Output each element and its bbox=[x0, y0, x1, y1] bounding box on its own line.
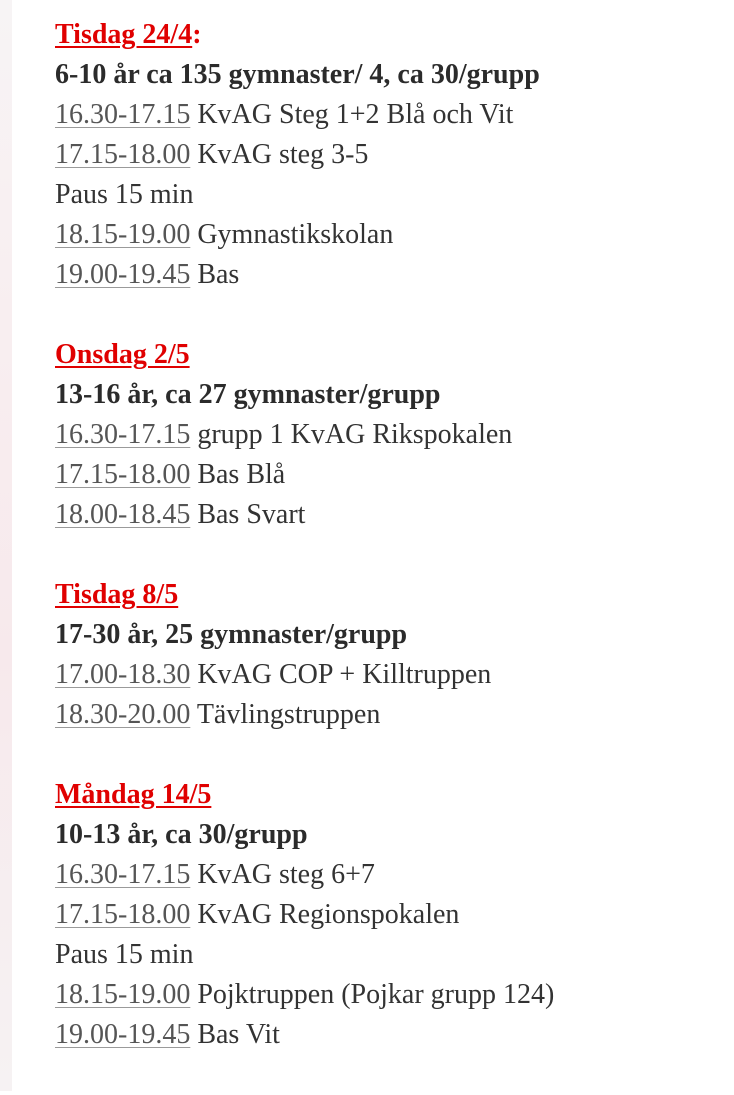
day-heading bbox=[55, 15, 715, 55]
pause-label: Paus 15 min bbox=[55, 939, 194, 970]
activity-label: Bas bbox=[197, 259, 240, 290]
activity-label: Gymnastikskolan bbox=[197, 219, 394, 250]
time-link[interactable]: 16.30-17.15 bbox=[55, 99, 191, 130]
activity-label: KvAG Regionspokalen bbox=[197, 899, 460, 930]
activity-label: KvAG steg 6+7 bbox=[197, 859, 375, 890]
schedule-row bbox=[55, 695, 715, 735]
schedule-content bbox=[55, 15, 715, 1095]
group-description: 6-10 år ca 135 gymnaster/ 4, ca 30/grupp bbox=[55, 59, 540, 90]
schedule-row bbox=[55, 855, 715, 895]
pause-label: Paus 15 min bbox=[55, 179, 194, 210]
schedule-row bbox=[55, 1015, 715, 1055]
schedule-section bbox=[55, 15, 715, 295]
time-link[interactable]: 18.15-19.00 bbox=[55, 979, 191, 1010]
schedule-section bbox=[55, 335, 715, 535]
time-link[interactable]: 19.00-19.45 bbox=[55, 259, 191, 290]
schedule-row bbox=[55, 95, 715, 135]
schedule-section bbox=[55, 775, 715, 1055]
schedule-row bbox=[55, 655, 715, 695]
activity-label: Pojktruppen (Pojkar grupp 124) bbox=[197, 979, 555, 1010]
time-link[interactable]: 17.00-18.30 bbox=[55, 659, 191, 690]
time-link[interactable]: 18.00-18.45 bbox=[55, 499, 191, 530]
schedule-row bbox=[55, 495, 715, 535]
time-link[interactable]: 17.15-18.00 bbox=[55, 459, 191, 490]
group-description: 10-13 år, ca 30/grupp bbox=[55, 819, 308, 850]
schedule-row bbox=[55, 255, 715, 295]
activity-label: grupp 1 KvAG Rikspokalen bbox=[197, 419, 513, 450]
day-heading bbox=[55, 335, 715, 375]
day-heading-colon: : bbox=[192, 19, 202, 50]
time-link[interactable]: 16.30-17.15 bbox=[55, 859, 191, 890]
time-link[interactable]: 19.00-19.45 bbox=[55, 1019, 191, 1050]
activity-label: KvAG COP + Killtruppen bbox=[197, 659, 492, 690]
day-heading bbox=[55, 575, 715, 615]
time-link[interactable]: 18.15-19.00 bbox=[55, 219, 191, 250]
schedule-row bbox=[55, 455, 715, 495]
pause-row bbox=[55, 175, 715, 215]
activity-label: KvAG Steg 1+2 Blå och Vit bbox=[197, 99, 514, 130]
activity-label: Bas Vit bbox=[197, 1019, 280, 1050]
day-heading-link[interactable]: Måndag 14/5 bbox=[55, 779, 212, 810]
left-edge-decoration bbox=[0, 0, 12, 1091]
pause-row bbox=[55, 935, 715, 975]
schedule-row bbox=[55, 415, 715, 455]
schedule-row bbox=[55, 215, 715, 255]
day-heading bbox=[55, 775, 715, 815]
activity-label: Bas Svart bbox=[197, 499, 306, 530]
day-heading-link[interactable]: Tisdag 24/4 bbox=[55, 19, 193, 50]
time-link[interactable]: 16.30-17.15 bbox=[55, 419, 191, 450]
schedule-row bbox=[55, 895, 715, 935]
day-heading-link[interactable]: Tisdag 8/5 bbox=[55, 579, 179, 610]
time-link[interactable]: 18.30-20.00 bbox=[55, 699, 191, 730]
time-link[interactable]: 17.15-18.00 bbox=[55, 899, 191, 930]
schedule-section bbox=[55, 575, 715, 735]
activity-label: KvAG steg 3-5 bbox=[197, 139, 369, 170]
schedule-row bbox=[55, 135, 715, 175]
day-heading-link[interactable]: Onsdag 2/5 bbox=[55, 339, 190, 370]
time-link[interactable]: 17.15-18.00 bbox=[55, 139, 191, 170]
activity-label: Bas Blå bbox=[197, 459, 286, 490]
group-description: 13-16 år, ca 27 gymnaster/grupp bbox=[55, 379, 441, 410]
schedule-row bbox=[55, 975, 715, 1015]
group-description: 17-30 år, 25 gymnaster/grupp bbox=[55, 619, 408, 650]
activity-label: Tävlingstruppen bbox=[196, 699, 381, 730]
